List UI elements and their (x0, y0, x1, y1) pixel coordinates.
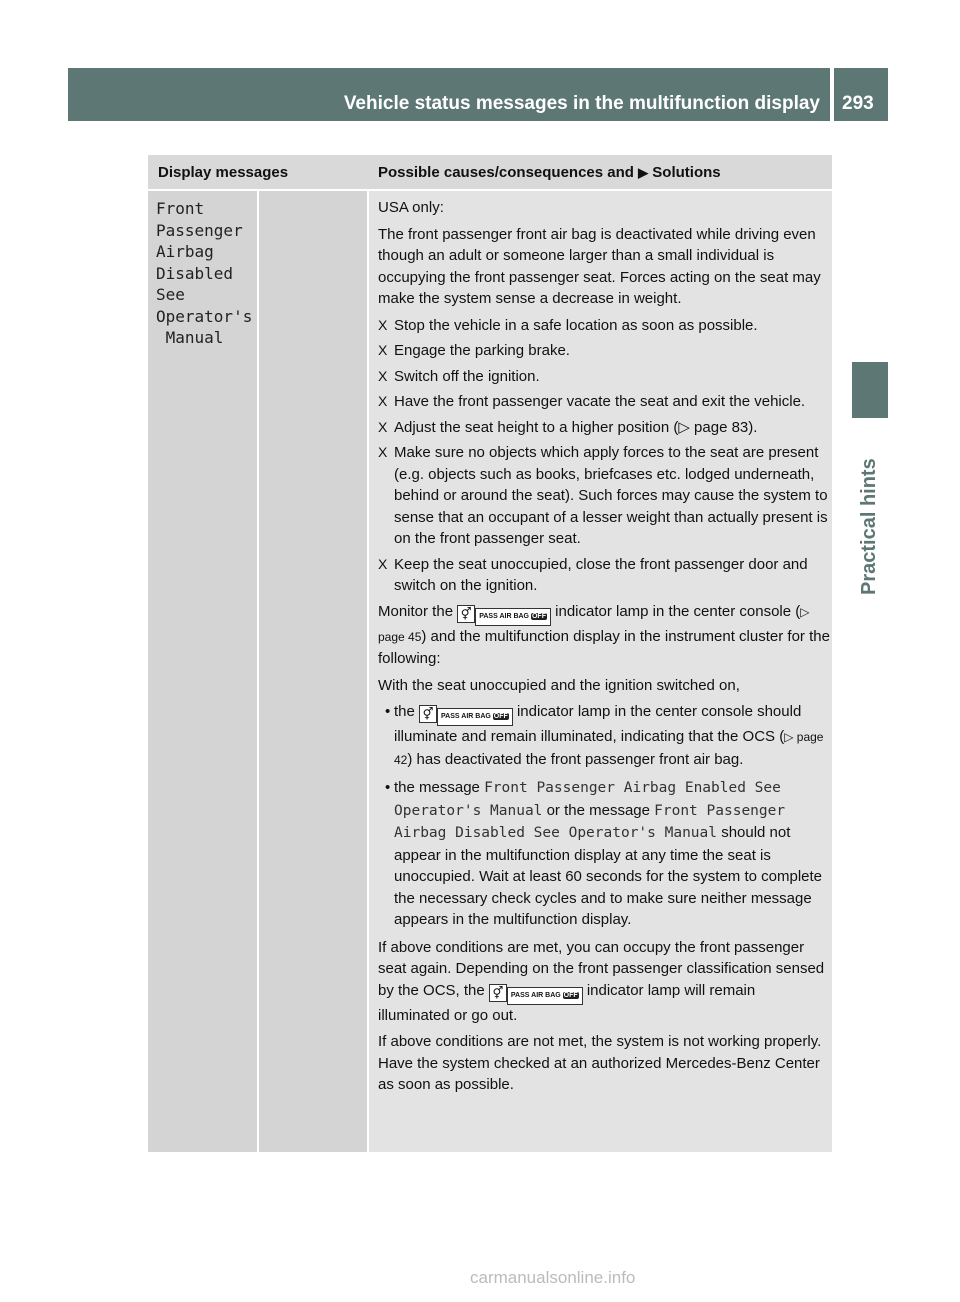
display-message-reference: Front Passenger Airbag Disabled See Operator's Manual (394, 802, 786, 841)
intro-paragraph: The front passenger front air bag is deactivated while driving even though an adult or someone larger than a small individual is occupying the front passenger seat. Forces acting on the seat may make the system sense a decrease in weight. (378, 225, 821, 307)
monitor-paragraph: Monitor the ⚥ PASS AIR BAG OFF indicator lamp in the center console (▷ page 45) and the multifunction display in the instrument cluster for the following: (378, 602, 830, 667)
step-marker-icon: X (378, 342, 388, 358)
step-item: X Switch off the ignition. (378, 366, 830, 388)
list-item: • the ⚥ PASS AIR BAG OFF indicator lamp in the center console should illuminate and remain illuminated, indicating that the OCS (▷ page 42) has deactivated the front passenger front air bag. (385, 703, 824, 768)
step-marker-icon: X (378, 555, 388, 572)
watermark: carmanualsonline.info (470, 1268, 636, 1287)
solutions-cell (369, 191, 832, 1152)
if-met-paragraph: If above conditions are met, you can occupy the front passenger seat again. Depending on the front passenger classification sensed by the OCS, the ⚥ PASS AIR BAG OFF indicator lamp will remain illuminated or go out. (378, 938, 825, 1024)
empty-cell (259, 191, 367, 1152)
solutions-content (378, 197, 830, 1101)
step-marker-icon: X (378, 444, 388, 460)
page-number: 293 (842, 93, 874, 114)
pass-air-bag-off-lamp-icon: PASS AIR BAG OFF (437, 708, 513, 726)
header-bar (68, 68, 830, 121)
header-causes: Possible causes/consequences and ▶ Solutions (378, 164, 721, 181)
table-header (148, 155, 832, 189)
header-display-messages: Display messages (158, 164, 289, 181)
step-marker-icon: X (378, 316, 388, 333)
seat-occupant-icon: ⚥ (419, 705, 437, 723)
step-item: X Stop the vehicle in a safe location as soon as possible. (378, 315, 830, 337)
step-item: X Engage the parking brake. (378, 340, 830, 362)
display-message-cell (148, 191, 257, 1152)
step-item: X Have the front passenger vacate the seat and exit the vehicle. (378, 391, 830, 413)
step-item: X Make sure no objects which apply forces to the seat are present (e.g. objects such as books, briefcases etc. lodged underneath, behind or around the seat). Such forces may cause the system to sense that an occupant of a lesser weight than actually present is on the front passenger seat. (378, 444, 828, 547)
list-item: • the message Front Passenger Airbag Enabled See Operator's Manual or the message Front Passenger Airbag Disabled See Operator's Manual should not appear in the multifunction display at any time the seat is unoccupied. Wait at least 60 seconds for the system to complete the necessary check cycles and to make sure neither message appears in the multifunction display. (385, 779, 822, 928)
page-title: Vehicle status messages in the multifunction display (343, 93, 820, 114)
with-seat-paragraph: With the seat unoccupied and the ignition switched on, (378, 676, 740, 694)
display-message-reference: Front Passenger Airbag Enabled See Operator's Manual (394, 780, 781, 819)
if-not-met-paragraph: If above conditions are not met, the system is not working properly. Have the system checked at an authorized Mercedes-Benz Center as soon as possible. (378, 1033, 822, 1093)
pass-air-bag-off-lamp-icon: PASS AIR BAG OFF (507, 987, 583, 1005)
pass-air-bag-off-lamp-icon: PASS AIR BAG OFF (475, 608, 551, 626)
usa-only-label: USA only: (378, 199, 444, 216)
page-reference: ▷ page 42 (394, 730, 824, 767)
arrow-right-icon: ▶ (638, 165, 649, 180)
seat-occupant-icon: ⚥ (489, 984, 507, 1002)
display-message-text: Front Passenger Airbag Disabled See Operator's Manual (156, 199, 253, 347)
bullet-marker: • (385, 779, 391, 796)
side-tab-marker (852, 362, 888, 418)
page-number-box (834, 68, 888, 121)
page-reference: ▷ page 45 (378, 604, 810, 644)
bullet-marker: • (385, 703, 391, 720)
step-marker-icon: X (378, 367, 388, 384)
step-marker-icon: X (378, 393, 388, 409)
step-item: X Adjust the seat height to a higher position (▷ page 83). (378, 417, 830, 439)
step-item: X Keep the seat unoccupied, close the front passenger door and switch on the ignition. (378, 555, 808, 594)
step-marker-icon: X (378, 418, 388, 435)
side-tab-label: Practical hints (858, 458, 880, 595)
seat-occupant-icon: ⚥ (457, 605, 475, 623)
